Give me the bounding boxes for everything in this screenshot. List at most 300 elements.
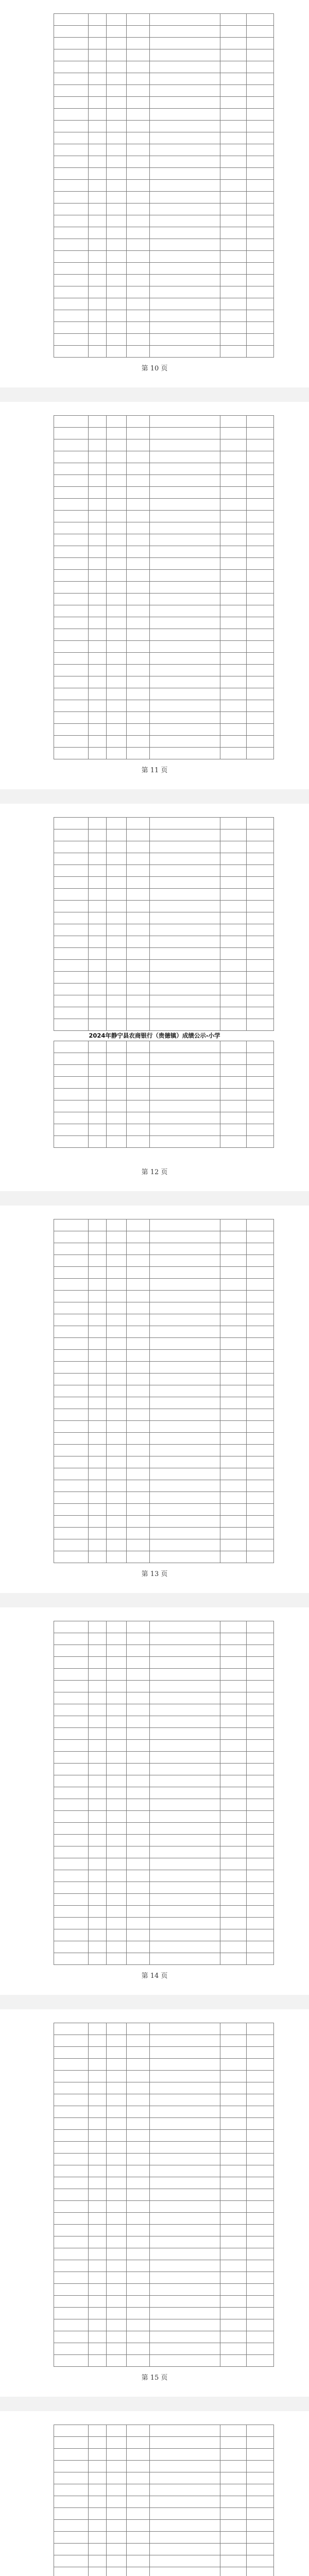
table-cell bbox=[89, 2567, 107, 2576]
table-row bbox=[54, 1539, 274, 1551]
table-cell bbox=[89, 1100, 107, 1112]
table-cell bbox=[107, 286, 127, 298]
table-row bbox=[54, 204, 274, 215]
table-row bbox=[54, 924, 274, 936]
table-cell bbox=[127, 475, 150, 487]
table-cell bbox=[247, 924, 274, 936]
table-cell bbox=[247, 2059, 274, 2071]
table-cell bbox=[89, 451, 107, 463]
table-cell bbox=[150, 2532, 220, 2544]
table-cell bbox=[54, 2567, 89, 2576]
table-cell bbox=[247, 724, 274, 736]
table-cell bbox=[89, 629, 107, 641]
table-row bbox=[54, 1362, 274, 1374]
table-cell bbox=[89, 1846, 107, 1858]
table-cell bbox=[89, 889, 107, 901]
table-cell bbox=[127, 204, 150, 215]
table-cell bbox=[220, 1799, 247, 1811]
table-cell bbox=[220, 2201, 247, 2213]
table-cell bbox=[150, 1539, 220, 1551]
table-cell bbox=[247, 1953, 274, 1965]
table-cell bbox=[150, 2059, 220, 2071]
table-cell bbox=[220, 2544, 247, 2555]
table-row bbox=[54, 1621, 274, 1633]
table-cell bbox=[220, 2472, 247, 2484]
table-cell bbox=[150, 1326, 220, 1338]
table-cell bbox=[220, 2130, 247, 2142]
table-cell bbox=[220, 2236, 247, 2248]
table-cell bbox=[54, 1551, 89, 1563]
table-row bbox=[54, 2177, 274, 2189]
table-cell bbox=[247, 841, 274, 853]
table-cell bbox=[89, 73, 107, 85]
table-cell bbox=[220, 2484, 247, 2496]
table-cell bbox=[54, 558, 89, 570]
table-cell bbox=[127, 49, 150, 61]
table-cell bbox=[150, 1231, 220, 1243]
table-cell bbox=[150, 310, 220, 322]
table-cell bbox=[89, 1089, 107, 1100]
table-cell bbox=[127, 428, 150, 439]
table-cell bbox=[247, 2355, 274, 2367]
table-row bbox=[54, 1007, 274, 1019]
table-cell bbox=[247, 156, 274, 168]
table-cell bbox=[220, 14, 247, 26]
table-cell bbox=[247, 605, 274, 617]
table-cell bbox=[107, 298, 127, 310]
table-cell bbox=[89, 416, 107, 428]
table-cell bbox=[220, 1492, 247, 1504]
table-cell bbox=[54, 1231, 89, 1243]
table-cell bbox=[54, 132, 89, 144]
table-cell bbox=[54, 1504, 89, 1516]
table-cell bbox=[54, 1480, 89, 1492]
table-cell bbox=[220, 865, 247, 877]
table-cell bbox=[247, 298, 274, 310]
table-cell bbox=[220, 2165, 247, 2177]
table-cell bbox=[247, 2118, 274, 2130]
table-row bbox=[54, 511, 274, 522]
table-cell bbox=[127, 629, 150, 641]
table-cell bbox=[107, 901, 127, 912]
table-cell bbox=[150, 972, 220, 984]
table-cell bbox=[107, 889, 127, 901]
table-cell bbox=[247, 1894, 274, 1906]
table-row bbox=[54, 1291, 274, 1302]
table-cell bbox=[127, 1657, 150, 1669]
table-cell bbox=[89, 97, 107, 109]
table-cell bbox=[89, 26, 107, 38]
table-cell bbox=[107, 511, 127, 522]
table-cell bbox=[54, 1775, 89, 1787]
table-row bbox=[54, 641, 274, 653]
table-cell bbox=[247, 1112, 274, 1124]
table-cell bbox=[150, 2225, 220, 2236]
table-row bbox=[54, 346, 274, 358]
table-cell bbox=[150, 2484, 220, 2496]
table-cell bbox=[107, 1362, 127, 1374]
table-cell bbox=[220, 1397, 247, 1409]
table-cell bbox=[107, 1906, 127, 1918]
table-cell bbox=[107, 1704, 127, 1716]
table-cell bbox=[54, 2130, 89, 2142]
table-cell bbox=[107, 853, 127, 865]
table-cell bbox=[127, 1385, 150, 1397]
table-cell bbox=[54, 1752, 89, 1764]
table-cell bbox=[150, 239, 220, 251]
table-cell bbox=[89, 2213, 107, 2225]
table-row bbox=[54, 2272, 274, 2284]
table-cell bbox=[150, 1728, 220, 1740]
table-cell bbox=[89, 570, 107, 582]
table-cell bbox=[150, 298, 220, 310]
table-cell bbox=[220, 2496, 247, 2508]
table-cell bbox=[150, 2023, 220, 2035]
table-cell bbox=[220, 1255, 247, 1267]
table-cell bbox=[220, 1124, 247, 1136]
document-page bbox=[0, 402, 309, 789]
table-cell bbox=[54, 334, 89, 346]
table-row bbox=[54, 334, 274, 346]
table-cell bbox=[150, 1551, 220, 1563]
table-row bbox=[54, 841, 274, 853]
table-cell bbox=[89, 712, 107, 724]
table-cell bbox=[127, 2355, 150, 2367]
table-cell bbox=[107, 2484, 127, 2496]
table-cell bbox=[107, 724, 127, 736]
table-cell bbox=[89, 853, 107, 865]
table-cell bbox=[127, 1338, 150, 1350]
table-cell bbox=[127, 132, 150, 144]
table-cell bbox=[220, 748, 247, 759]
table-row bbox=[54, 1019, 274, 1031]
table-row bbox=[54, 960, 274, 972]
table-cell bbox=[127, 346, 150, 358]
table-cell bbox=[220, 1752, 247, 1764]
table-cell bbox=[89, 463, 107, 475]
table-cell bbox=[220, 1941, 247, 1953]
table-row bbox=[54, 995, 274, 1007]
table-cell bbox=[107, 1219, 127, 1231]
table-cell bbox=[127, 1846, 150, 1858]
table-cell bbox=[54, 1858, 89, 1870]
table-cell bbox=[54, 204, 89, 215]
table-row bbox=[54, 1811, 274, 1823]
table-cell bbox=[247, 1279, 274, 1291]
table-cell bbox=[127, 2260, 150, 2272]
table-cell bbox=[150, 570, 220, 582]
table-row bbox=[54, 972, 274, 984]
table-cell bbox=[54, 2544, 89, 2555]
table-cell bbox=[247, 1835, 274, 1846]
table-cell bbox=[150, 1799, 220, 1811]
table-cell bbox=[220, 676, 247, 688]
table-cell bbox=[89, 2508, 107, 2520]
table-cell bbox=[220, 1681, 247, 1692]
table-cell bbox=[127, 1740, 150, 1752]
table-cell bbox=[220, 901, 247, 912]
table-cell bbox=[54, 1941, 89, 1953]
table-cell bbox=[150, 712, 220, 724]
page-gap bbox=[0, 2397, 309, 2411]
table-row bbox=[54, 1918, 274, 1929]
table-cell bbox=[54, 818, 89, 829]
table-cell bbox=[247, 629, 274, 641]
page-gap bbox=[0, 789, 309, 804]
table-cell bbox=[107, 1255, 127, 1267]
table-row bbox=[54, 877, 274, 889]
table-cell bbox=[220, 2059, 247, 2071]
table-cell bbox=[54, 1053, 89, 1065]
table-cell bbox=[107, 2071, 127, 2082]
table-cell bbox=[247, 995, 274, 1007]
table-cell bbox=[89, 2154, 107, 2165]
table-cell bbox=[127, 1953, 150, 1965]
table-row bbox=[54, 61, 274, 73]
table-cell bbox=[54, 2248, 89, 2260]
table-cell bbox=[220, 829, 247, 841]
table-cell bbox=[89, 499, 107, 511]
table-cell bbox=[107, 1007, 127, 1019]
table-cell bbox=[54, 239, 89, 251]
table-row bbox=[54, 2484, 274, 2496]
table-cell bbox=[127, 1811, 150, 1823]
table-cell bbox=[150, 995, 220, 1007]
table-cell bbox=[247, 2106, 274, 2118]
table-cell bbox=[54, 2319, 89, 2331]
table-cell bbox=[89, 1633, 107, 1645]
table-cell bbox=[54, 1645, 89, 1657]
table-row bbox=[54, 1350, 274, 1362]
table-cell bbox=[89, 2555, 107, 2567]
table-cell bbox=[107, 1041, 127, 1053]
table-cell bbox=[89, 936, 107, 948]
table-cell bbox=[107, 451, 127, 463]
table-cell bbox=[127, 2165, 150, 2177]
table-cell bbox=[220, 2106, 247, 2118]
page-gap bbox=[0, 387, 309, 402]
table-cell bbox=[107, 416, 127, 428]
table-cell bbox=[107, 1918, 127, 1929]
table-cell bbox=[127, 2343, 150, 2355]
table-row bbox=[54, 1752, 274, 1764]
table-cell bbox=[247, 736, 274, 748]
table-cell bbox=[89, 1065, 107, 1077]
table-cell bbox=[107, 1267, 127, 1279]
table-cell bbox=[54, 2154, 89, 2165]
table-cell bbox=[150, 2035, 220, 2047]
table-cell bbox=[150, 1504, 220, 1516]
table-cell bbox=[127, 1445, 150, 1456]
table-cell bbox=[220, 451, 247, 463]
table-cell bbox=[150, 1692, 220, 1704]
table-cell bbox=[127, 1255, 150, 1267]
table-cell bbox=[54, 2355, 89, 2367]
table-cell bbox=[150, 1492, 220, 1504]
table-cell bbox=[220, 546, 247, 558]
table-cell bbox=[107, 1551, 127, 1563]
table-cell bbox=[150, 724, 220, 736]
table-cell bbox=[54, 2106, 89, 2118]
table-cell bbox=[107, 1941, 127, 1953]
table-cell bbox=[107, 2284, 127, 2296]
table-cell bbox=[150, 2154, 220, 2165]
table-cell bbox=[150, 1385, 220, 1397]
table-cell bbox=[89, 239, 107, 251]
table-cell bbox=[247, 2142, 274, 2154]
table-cell bbox=[150, 1740, 220, 1752]
table-cell bbox=[247, 558, 274, 570]
table-cell bbox=[220, 1775, 247, 1787]
table-cell bbox=[107, 2165, 127, 2177]
table-cell bbox=[220, 1007, 247, 1019]
table-row bbox=[54, 818, 274, 829]
table-cell bbox=[247, 1219, 274, 1231]
table-cell bbox=[150, 1065, 220, 1077]
table-cell bbox=[107, 653, 127, 665]
table-cell bbox=[107, 2555, 127, 2567]
table-cell bbox=[247, 546, 274, 558]
table-cell bbox=[54, 700, 89, 712]
table-row bbox=[54, 1775, 274, 1787]
table-cell bbox=[127, 2567, 150, 2576]
table-cell bbox=[150, 1621, 220, 1633]
table-row bbox=[54, 629, 274, 641]
table-row bbox=[54, 1136, 274, 1148]
table-cell bbox=[107, 546, 127, 558]
table-cell bbox=[150, 1409, 220, 1421]
table-cell bbox=[220, 61, 247, 73]
table-row bbox=[54, 227, 274, 239]
table-cell bbox=[127, 558, 150, 570]
table-cell bbox=[54, 475, 89, 487]
table-cell bbox=[127, 2035, 150, 2047]
table-cell bbox=[150, 889, 220, 901]
table-cell bbox=[107, 121, 127, 132]
table-cell bbox=[54, 995, 89, 1007]
table-row bbox=[54, 1089, 274, 1100]
table-cell bbox=[54, 2082, 89, 2094]
table-cell bbox=[89, 1433, 107, 1445]
document-page bbox=[0, 0, 309, 387]
table-cell bbox=[54, 49, 89, 61]
table-cell bbox=[127, 439, 150, 451]
table-cell bbox=[107, 960, 127, 972]
table-cell bbox=[247, 85, 274, 97]
table-cell bbox=[150, 960, 220, 972]
table-cell bbox=[89, 1480, 107, 1492]
table-row bbox=[54, 724, 274, 736]
table-row bbox=[54, 2118, 274, 2130]
table-cell bbox=[54, 936, 89, 948]
table-cell bbox=[54, 263, 89, 275]
table-cell bbox=[127, 2532, 150, 2544]
table-cell bbox=[54, 168, 89, 180]
table-cell bbox=[247, 1551, 274, 1563]
table-row bbox=[54, 275, 274, 286]
table-cell bbox=[247, 2154, 274, 2165]
table-cell bbox=[150, 1480, 220, 1492]
table-cell bbox=[150, 1906, 220, 1918]
table-cell bbox=[127, 26, 150, 38]
table-cell bbox=[54, 310, 89, 322]
table-cell bbox=[54, 1468, 89, 1480]
table-cell bbox=[127, 1053, 150, 1065]
table-cell bbox=[89, 829, 107, 841]
table-row bbox=[54, 748, 274, 759]
table-cell bbox=[150, 1077, 220, 1089]
table-cell bbox=[107, 38, 127, 49]
table-cell bbox=[247, 2177, 274, 2189]
table-cell bbox=[107, 1077, 127, 1089]
table-cell bbox=[220, 1504, 247, 1516]
table-cell bbox=[107, 2272, 127, 2284]
table-cell bbox=[127, 676, 150, 688]
table-cell bbox=[220, 2023, 247, 2035]
table-cell bbox=[54, 2484, 89, 2496]
table-cell bbox=[247, 2248, 274, 2260]
table-cell bbox=[220, 1657, 247, 1669]
table-cell bbox=[89, 1041, 107, 1053]
table-cell bbox=[54, 2189, 89, 2201]
table-cell bbox=[150, 617, 220, 629]
table-cell bbox=[127, 2437, 150, 2449]
table-cell bbox=[127, 2047, 150, 2059]
table-cell bbox=[220, 38, 247, 49]
table-cell bbox=[220, 132, 247, 144]
table-cell bbox=[150, 2236, 220, 2248]
table-cell bbox=[89, 2272, 107, 2284]
table-cell bbox=[247, 2461, 274, 2472]
table-cell bbox=[247, 192, 274, 204]
table-row bbox=[54, 2201, 274, 2213]
table-cell bbox=[247, 2319, 274, 2331]
table-cell bbox=[127, 2308, 150, 2319]
table-cell bbox=[54, 2508, 89, 2520]
table-cell bbox=[107, 1858, 127, 1870]
table-cell bbox=[150, 2272, 220, 2284]
table-cell bbox=[127, 2449, 150, 2461]
table-cell bbox=[89, 2308, 107, 2319]
table-cell bbox=[150, 1053, 220, 1065]
table-cell bbox=[220, 1468, 247, 1480]
table-cell bbox=[150, 1953, 220, 1965]
table-cell bbox=[150, 2437, 220, 2449]
table-cell bbox=[107, 73, 127, 85]
table-cell bbox=[220, 1551, 247, 1563]
table-cell bbox=[150, 1456, 220, 1468]
table-cell bbox=[150, 853, 220, 865]
table-cell bbox=[89, 2520, 107, 2532]
table-cell bbox=[107, 1468, 127, 1480]
table-cell bbox=[150, 2082, 220, 2094]
table-cell bbox=[150, 1314, 220, 1326]
table-cell bbox=[89, 1362, 107, 1374]
table-cell bbox=[89, 2142, 107, 2154]
table-cell bbox=[220, 1053, 247, 1065]
table-row bbox=[54, 1409, 274, 1421]
table-cell bbox=[127, 1752, 150, 1764]
table-cell bbox=[220, 2449, 247, 2461]
table-cell bbox=[247, 1716, 274, 1728]
table-cell bbox=[54, 653, 89, 665]
table-cell bbox=[247, 2035, 274, 2047]
table-cell bbox=[54, 487, 89, 499]
table-cell bbox=[54, 428, 89, 439]
table-cell bbox=[127, 1692, 150, 1704]
table-cell bbox=[89, 2248, 107, 2260]
table-cell bbox=[107, 1516, 127, 1528]
